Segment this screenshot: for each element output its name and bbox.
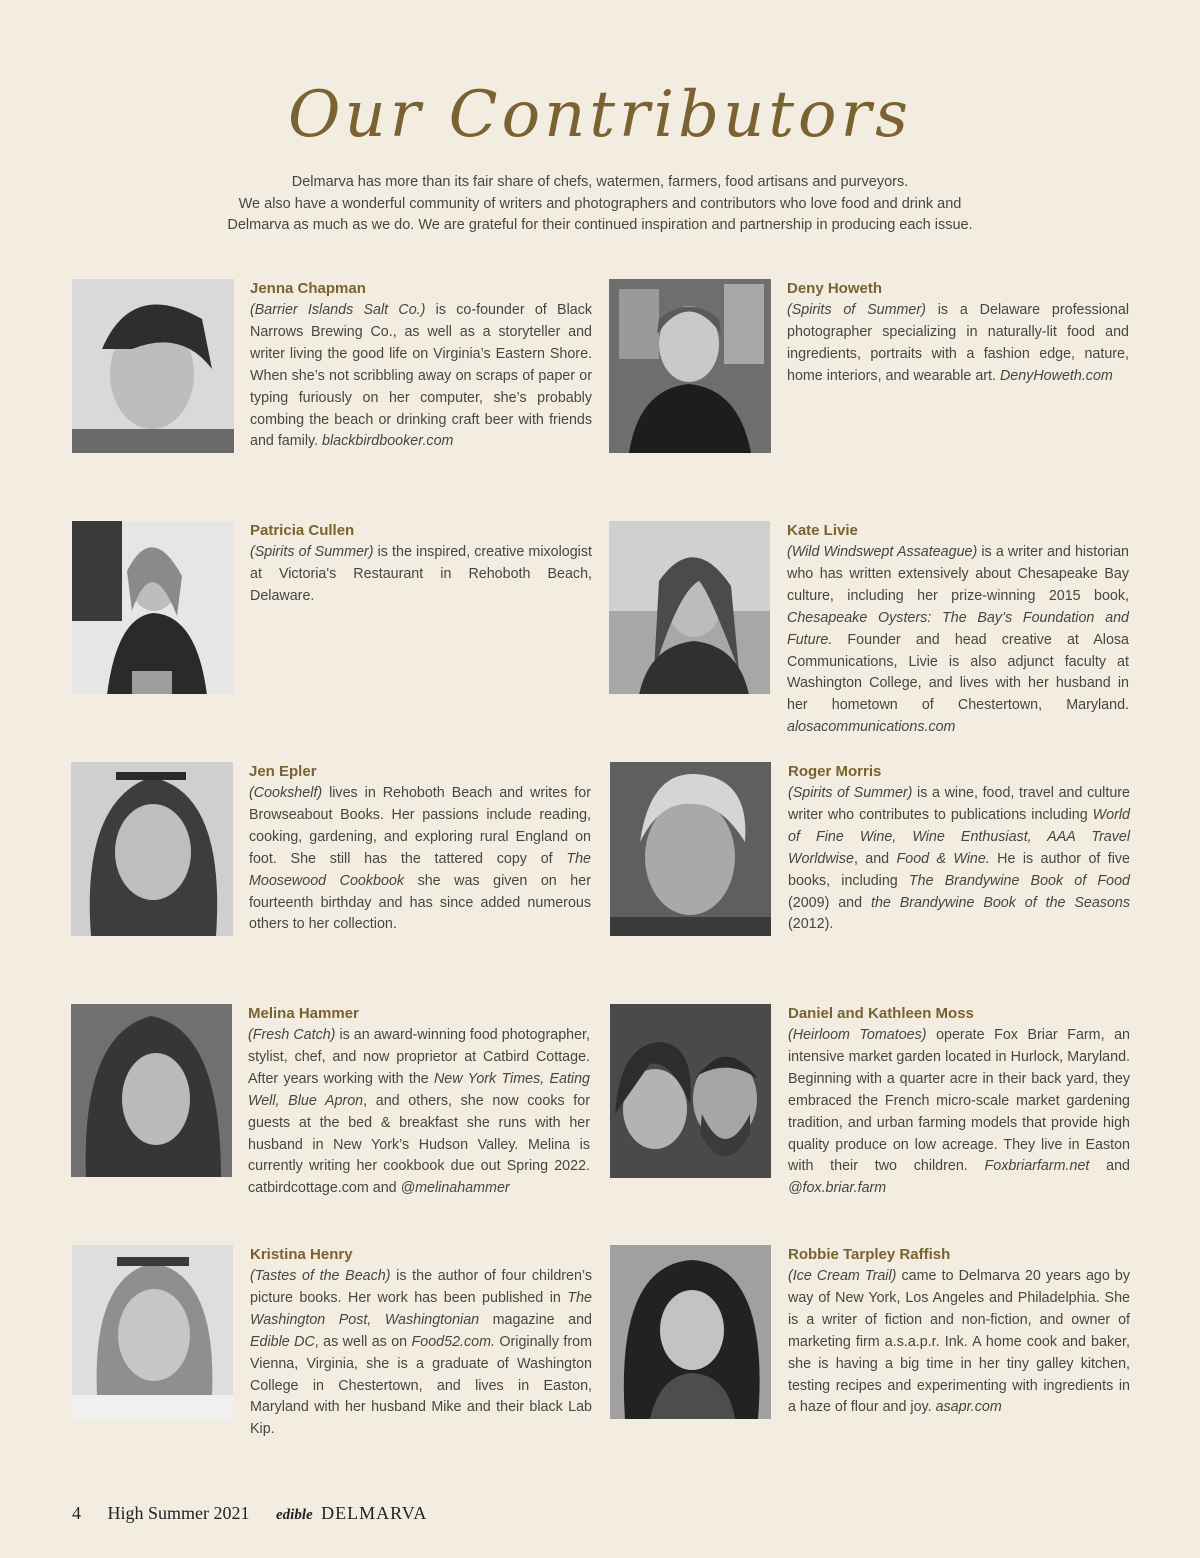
page-footer [72, 1503, 427, 1524]
portrait-photo-icon [71, 1004, 232, 1177]
bio-italic-segment: @fox.briar.farm [788, 1180, 887, 1197]
bio-italic-segment: Food52.com. [411, 1333, 495, 1350]
portrait-photo-icon [71, 762, 233, 936]
bio-italic-segment: (Heirloom Tomatoes) [788, 1027, 927, 1043]
bio-italic-segment: the Brandywine Book of the Seasons [870, 894, 1131, 911]
contributor-name: Kristina Henry [250, 1246, 353, 1263]
bio-text-segment: came to Delmarva 20 years ago by way of New York, Los Angeles and Philadelphia. She is a writer of fiction and non-fiction, and owner of marketing firm a.s.a.p.r. Ink. A home cook and baker, she is having a big time in her tiny galley kitchen, testing recipes and experimenting with ingredients in a haze of flour and joy. [788, 1268, 1130, 1416]
contributor-photo [609, 521, 770, 694]
page-title: Our Contributors [288, 78, 912, 152]
contributor-photo [71, 762, 233, 936]
bio-text-segment: , and [853, 850, 897, 867]
contributor-card [71, 1004, 611, 1204]
contributor-bio [248, 1025, 590, 1200]
bio-text-segment: , as well as on [314, 1333, 412, 1350]
bio-text-segment: (2009) and [788, 894, 871, 911]
contributor-photo [71, 1004, 232, 1177]
bio-italic-segment: blackbirdbooker.com [322, 433, 454, 450]
bio-text-segment: magazine and [479, 1311, 592, 1328]
contributor-photo [610, 1245, 771, 1419]
contributor-bio [787, 300, 1129, 388]
bio-text-segment: lives in Rehoboth Beach and writes for Browseabout Books. Her passions include reading, cooking, gardening, and exploring rural England on foot. She still has the tattered copy of [249, 785, 591, 867]
bio-text-segment: Founder and head creative at Alosa Communications, Livie is also adjunct faculty at Washington College, and lives with her husband in her hometown of Chestertown, Maryland. [787, 631, 1129, 714]
bio-text-segment: , and others, she now cooks for guests at the bed & breakfast she runs with her husband in New York’s Hudson Valley. Melina is currently writing her cookbook due out Spring 2022. catbirdcottage.com and [248, 1092, 590, 1197]
bio-italic-segment: Food & Wine. [896, 850, 990, 867]
bio-text-segment: and [1089, 1158, 1130, 1175]
bio-italic-segment: Foxbriarfarm.net [984, 1158, 1090, 1175]
contributor-bio [250, 300, 592, 453]
publication-name: DELMARVA [321, 1503, 428, 1523]
bio-text-segment: is a wine, food, travel and culture writer who contributes to publications including [788, 785, 1130, 823]
portrait-photo-icon [610, 1004, 771, 1178]
bio-italic-segment: alosacommunications.com [787, 719, 956, 736]
page-number: 4 [72, 1503, 81, 1523]
contributor-name: Jen Epler [249, 763, 317, 780]
contributor-card [610, 1004, 1150, 1204]
contributor-name: Roger Morris [788, 763, 882, 780]
contributor-bio [788, 1025, 1130, 1200]
bio-italic-segment: (Tastes of the Beach) [250, 1268, 391, 1284]
bio-italic-segment: (Wild Windswept Assateague) [787, 544, 978, 560]
bio-italic-segment: (Barrier Islands Salt Co.) [250, 302, 426, 318]
bio-italic-segment: The Moosewood Cookbook [249, 850, 591, 889]
bio-italic-segment: Chesapeake Oysters: The Bay’s Foundation and Future. [787, 609, 1129, 648]
bio-text-segment: she was given on her fourteenth birthday and has since added numerous others to her collection. [249, 872, 591, 933]
portrait-photo-icon [72, 1245, 233, 1419]
bio-italic-segment: (Spirits of Summer) [250, 544, 374, 560]
contributor-card [71, 762, 611, 962]
contributor-bio [250, 1266, 592, 1441]
contributor-photo [610, 1004, 771, 1178]
contributor-card [610, 762, 1150, 962]
contributor-photo [72, 521, 233, 694]
bio-text-segment: is a writer and historian who has written extensively about Chesapeake Bay culture, including her prize-winning 2015 book, [787, 544, 1129, 604]
bio-italic-segment: (Spirits of Summer) [787, 302, 926, 318]
contributor-name: Deny Howeth [787, 280, 883, 297]
bio-text-segment: is the author of four children’s picture books. Her work has been published in [250, 1268, 593, 1306]
bio-italic-segment: @melinahammer [400, 1180, 510, 1197]
bio-italic-segment: (Spirits of Summer) [788, 785, 913, 801]
contributor-bio [788, 1266, 1130, 1419]
bio-text-segment: is a Delaware professional photographer specializing in naturally-lit food and ingredients, portraits with a fashion edge, nature, home interiors, and wearable art. [787, 302, 1129, 384]
portrait-photo-icon [609, 279, 771, 453]
contributor-bio [249, 783, 591, 936]
contributor-bio [787, 542, 1129, 739]
bio-text-segment: Originally from Vienna, Virginia, she is a graduate of Washington College in Chestertown, and lives in Easton, Maryland with her husband Mike and their black Lab Kip. [250, 1333, 592, 1438]
bio-text-segment: He is author of five books, including [788, 850, 1130, 889]
contributor-photo [610, 762, 771, 936]
contributor-name: Jenna Chapman [250, 280, 366, 297]
portrait-photo-icon [610, 762, 771, 936]
contributor-card [72, 1245, 612, 1445]
contributor-name: Patricia Cullen [250, 522, 355, 539]
publication-prefix: edible [276, 1507, 313, 1523]
contributor-bio [788, 783, 1130, 936]
intro-line: Delmarva as much as we do. We are grateful for their continued inspiration and partnership in producing each issue. [227, 217, 973, 233]
portrait-photo-icon [609, 521, 770, 694]
contributor-photo [609, 279, 771, 453]
contributor-bio [250, 542, 592, 608]
contributor-card [610, 1245, 1150, 1445]
contributor-name: Melina Hammer [248, 1005, 359, 1022]
contributor-card [72, 521, 612, 721]
contributor-photo [72, 279, 234, 453]
contributor-card [609, 521, 1149, 736]
contributor-name: Kate Livie [787, 522, 858, 539]
bio-italic-segment: World of Fine Wine, Wine Enthusiast, AAA Travel Worldwise [788, 806, 1130, 867]
bio-italic-segment: (Fresh Catch) [248, 1027, 336, 1043]
contributor-card [609, 279, 1149, 479]
portrait-photo-icon [72, 279, 234, 453]
bio-italic-segment: The Washington Post, Washingtonian [250, 1289, 592, 1328]
bio-text-segment: (2012). [788, 916, 834, 933]
bio-italic-segment: New York Times, Eating Well, Blue Apron [248, 1070, 590, 1109]
bio-italic-segment: Edible DC [250, 1333, 315, 1350]
portrait-photo-icon [72, 521, 233, 694]
intro-paragraph [150, 172, 1050, 237]
intro-line: We also have a wonderful community of writers and photographers and contributors who love food and drink and [238, 195, 962, 212]
contributor-card [72, 279, 612, 479]
bio-text-segment: is the inspired, creative mixologist at Victoria's Restaurant in Rehoboth Beach, Delaware. [250, 544, 592, 604]
intro-line: Delmarva has more than its fair share of chefs, watermen, farmers, food artisans and purveyors. [291, 174, 909, 190]
bio-italic-segment: asapr.com [935, 1399, 1002, 1416]
bio-italic-segment: (Cookshelf) [249, 785, 323, 801]
contributor-name: Daniel and Kathleen Moss [788, 1005, 974, 1022]
contributor-photo [72, 1245, 233, 1419]
issue-label: High Summer 2021 [107, 1503, 250, 1523]
bio-text-segment: is an award-winning food photographer, stylist, chef, and now proprietor at Catbird Cottage. After years working with the [248, 1027, 590, 1087]
bio-italic-segment: The Brandywine Book of Food [908, 872, 1130, 889]
bio-italic-segment: (Ice Cream Trail) [788, 1268, 897, 1284]
bio-italic-segment: DenyHoweth.com [999, 367, 1113, 384]
contributor-name: Robbie Tarpley Raffish [788, 1246, 951, 1263]
bio-text-segment: is co-founder of Black Narrows Brewing Co., as well as a storyteller and writer living the good life on Virginia’s Eastern Shore. When she’s not scribbling away on scraps of paper or typing furiously on her computer, she’s probably combing the beach or drinking craft beer with friends and family. [250, 302, 592, 450]
portrait-photo-icon [610, 1245, 771, 1419]
bio-text-segment: operate Fox Briar Farm, an intensive market garden located in Hurlock, Maryland. Beginning with a quarter acre in their back yard, they embraced the French micro-scale market gardening tradition, and urban farming models that provide high quality produce on low acreage. They live in Easton with their two children. [788, 1027, 1130, 1175]
